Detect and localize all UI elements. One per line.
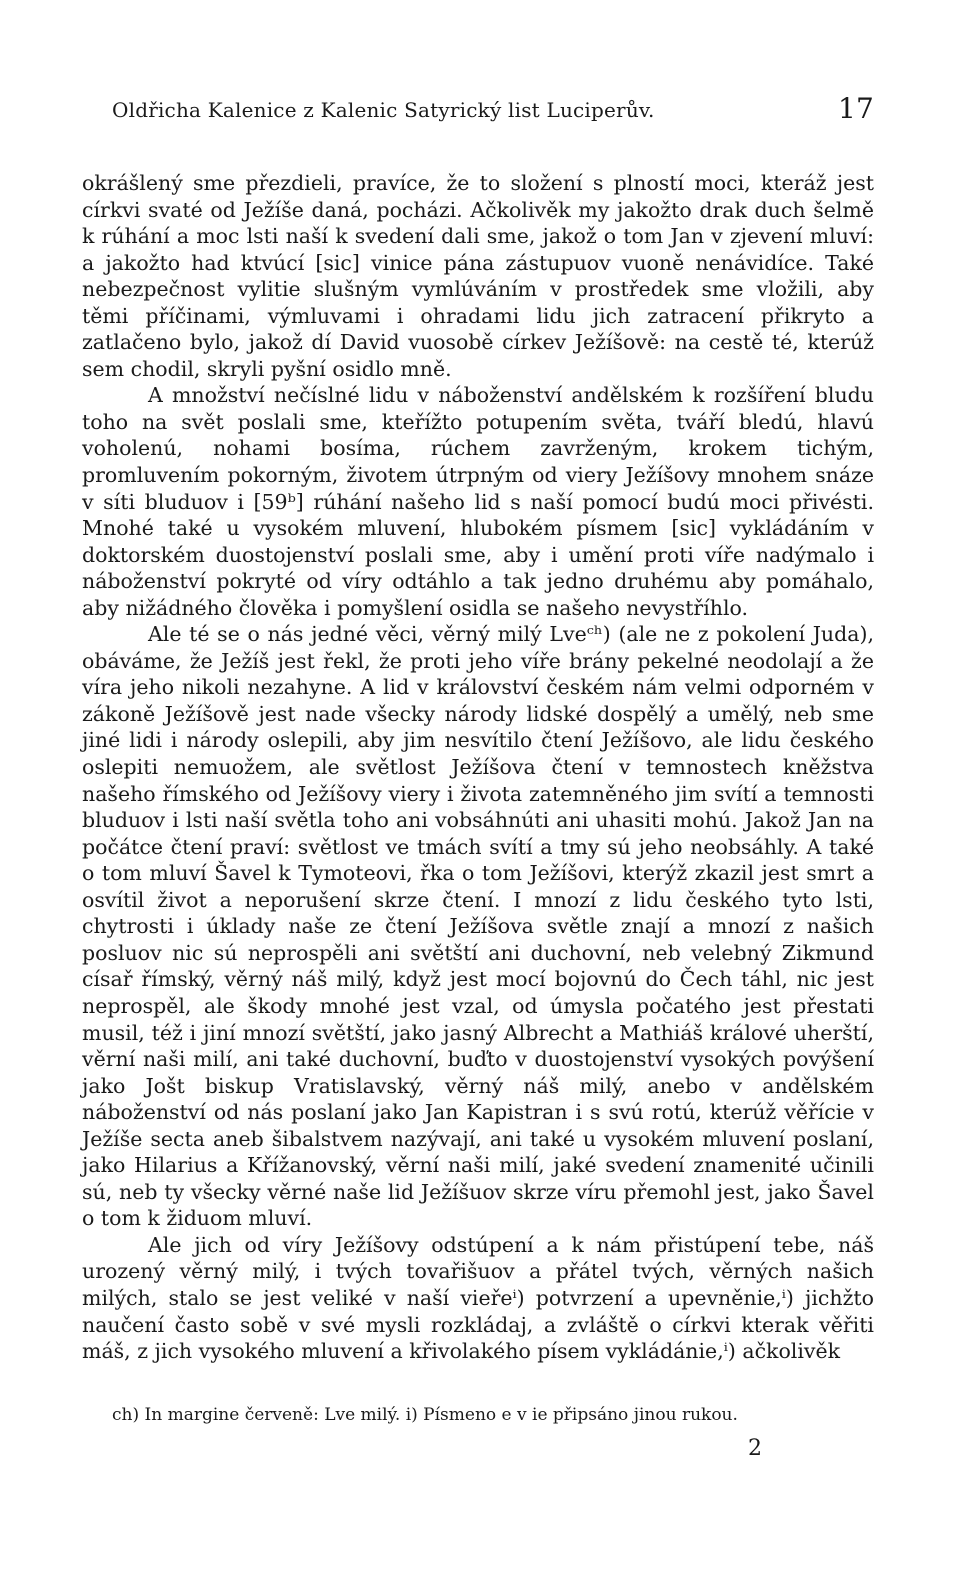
paragraph-1: okrášlený sme přezdieli, pravíce, že to složení s plností moci, kteráž jest církvi svaté od Ježíše daná, pocházi. Ačkolivěk my jakožto drak duch šelmě k rúhání a moc lsti naší k svedení dali sme, jakož o tom Jan v zjevení mluví: a jakožto had ktvúcí [sic] vinice pána zástupuov vuoně nenávidíce. Také nebezpečnost vylitie slušným vymlúváním v prostředek sme vložili, aby těmi příčinami, výmluvami i ohradami lidu jich zatracení přikryto a zatlačeno bylo, jakož dí David vuosobě církev Ježíšově: na cestě té, kterúž sem chodil, skryli pyšní osidlo mně. bbox=[82, 171, 874, 381]
footnotes bbox=[112, 1405, 872, 1425]
signature-mark: 2 bbox=[748, 1436, 762, 1461]
footnote-text: ch) In margine červeně: Lve milý. i) Písmeno e v ie připsáno jinou rukou. bbox=[112, 1405, 738, 1425]
paragraph-4: Ale jich od víry Ježíšovy odstúpení a k nám přistúpení tebe, náš urozený věrný milý, i tvých tovařišuov a přátel tvých, věrných našich milých, stalo se jest veliké v naší vieřeⁱ) potvrzení a upevněnie,ⁱ) jichžto naučení často sobě v své mysli rozkládaj, a zvláště o církvi kterak věřiti máš, z jich vysokého mluvení a křivolakého písem vykládánie,ⁱ) ačkolivěk bbox=[82, 1232, 874, 1364]
running-head bbox=[112, 92, 874, 125]
paragraph-3: Ale té se o nás jedné věci, věrný milý Lveᶜʰ) (ale ne z pokolení Juda), obáváme, že Ježíš jest řekl, že proti jeho víře brány pekelné neodolají a že víra jeho nikoli nezahyne. A lid v království českém nám velmi odporném v zákoně Ježíšově jest nade všecky národy lidské dospělý a umělý, neb sme jiné lidi i národy oslepili, aby jim nesvítilo čtení Ježíšovo, ale lidu českého oslepiti nemuožem, ale světlost Ježíšova čtení v temnostech kněžstva našeho římského od Ježíšovy viery i života zatemněného jim svítí a temnosti bluduov i lsti naší světla toho ani vobsáhnúti ani uhasiti mohú. Jakož Jan na počátce čtení praví: světlost ve tmách svítí a tmy sú jeho neobsáhly. A také o tom mluví Šavel k Tymoteovi, řka o tom Ježíšovi, kterýž zkazil jest smrt a osvítil život a neporušení skrze čtení. I mnozí z lidu českého tyto lsti, chytrosti i úklady naše ze čtení Ježíšova světle znají a mnozí z našich posluov nic sú neprospěli ani světští ani duchovní, neb velebný Zikmund císař římský, věrný náš milý, když jest mocí bojovnú do Čech táhl, nic jest neprospěl, ale škody mnohé jest vzal, od úmysla počatého jest přestati musil, též i jiní mnozí světští, jako jasný Albrecht a Mathiáš králové uherští, věrní naši milí, ani také duchovní, buďto v duostojenství vysokých povýšení jako Jošt biskup Vratislavský, věrný náš milý, anebo v andělském náboženství od nás poslaní jako Jan Kapistran i s svú rotú, kterúž věřície v Ježíše secta aneb šibalstvem nazývají, ani také u vysokém mluvení poslaní, jako Hilarius a Křížanovský, věrní naši milí, jaké svedení znamenité učinili sú, neb ty všecky věrné naše lid Ježíšuov skrze víru přemohl jest, jako Šavel o tom k židuom mluví. bbox=[82, 622, 874, 1231]
page-number: 17 bbox=[837, 92, 874, 125]
running-title: Oldřicha Kalenice z Kalenic Satyrický list Luciperův. bbox=[112, 98, 655, 122]
body-text bbox=[82, 170, 874, 1365]
paragraph-2: A množství nečíslné lidu v náboženství andělském k rozšíření bludu toho na svět poslali sme, kteřížto potupením světa, tváří bledú, hlavú voholenú, nohami bosíma, rúchem zavrženým, krokem tichým, promluvením pokorným, životem útrpným od viery Ježíšovy mnohem snáze v síti bluduov i [59ᵇ] rúhání našeho lid s naší pomocí budú moci přivésti. Mnohé také u vysokém mluvení, hlubokém písmem [sic] vykládáním v doktorském duostojenství poslali sme, aby i umění proti víře nadýmalo i náboženství pokryté od víry odtáhlo a tak jedno druhému aby pomáhalo, aby nižádného člověka i pomyšlení osidla se našeho nevystříhlo. bbox=[82, 383, 874, 620]
